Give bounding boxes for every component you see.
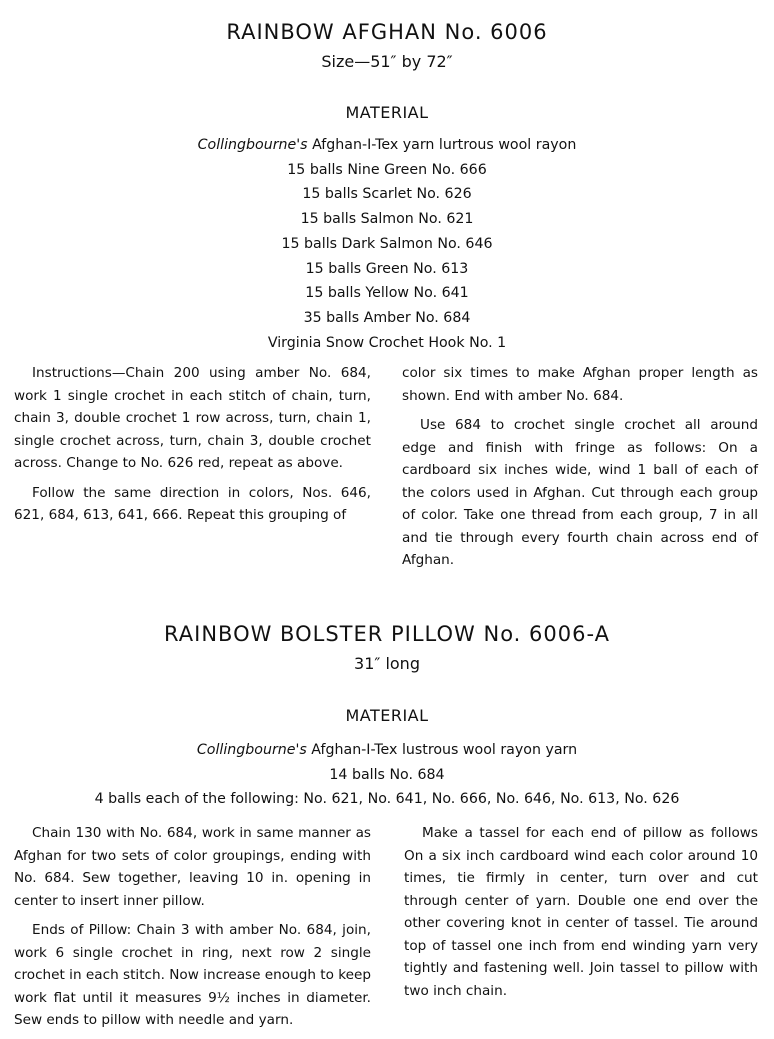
pillow-instructions	[0, 822, 774, 1028]
pillow-right-column	[404, 822, 758, 1009]
pillow-left-column	[14, 822, 371, 1039]
afghan-material-heading	[0, 103, 774, 122]
afghan-instructions	[0, 362, 774, 568]
afghan-paragraph: Use 684 to crochet single crochet all around edge and finish with fringe as follows: On a cardboard six inches wide, wind 1 ball of each of the colors used in Afghan. Cut through each group of color. Take one thread from each group, 7 in all and tie through every fourth chain across end of Afghan.	[402, 417, 758, 568]
afghan-title: RAINBOW AFGHAN No. 6006	[226, 20, 548, 44]
pillow-paragraph: Make a tassel for each end of pillow as follows On a six inch cardboard wind each color around 10 times, tie firmly in center, turn over and cut through center of yarn. Double one end over the other covering knot in center of tassel. Tie around top of tassel one inch from end winding yarn very tightly and fastening well. Join tassel to pillow with two inch chain.	[404, 825, 758, 999]
pillow-yarn: Afghan-I-Tex lustrous wool rayon yarn	[306, 742, 578, 758]
pillow-header	[0, 622, 774, 673]
afghan-paragraph: color six times to make Afghan proper length as shown. End with amber No. 684.	[402, 365, 758, 404]
afghan-material-item: 15 balls Nine Green No. 666	[287, 161, 487, 178]
afghan-material-yarn-line	[0, 133, 774, 158]
afghan-material-item: Virginia Snow Crochet Hook No. 1	[267, 334, 507, 351]
pillow-material-item: 4 balls each of the following: No. 621, No. 641, No. 666, No. 646, No. 613, No. 626	[94, 791, 680, 808]
afghan-material-item: 15 balls Green No. 613	[305, 260, 469, 277]
pillow-brand: Collingbourne's	[196, 742, 307, 758]
pillow-material-list	[0, 738, 774, 812]
afghan-material-title: MATERIAL	[345, 103, 429, 122]
afghan-paragraph: Instructions—Chain 200 using amber No. 684, work 1 single crochet in each stitch of chain, turn, chain 3, double crochet 1 row across, turn, chain 1, single crochet across, turn, chain 3, double crochet across. Change to No. 626 red, repeat as above.	[14, 365, 371, 471]
pillow-paragraph: Chain 130 with No. 684, work in same manner as Afghan for two sets of color groupings, ending with No. 684. Sew together, leaving 10 in. opening in center to insert inner pillow.	[14, 825, 371, 909]
afghan-material-item: 15 balls Salmon No. 621	[300, 211, 474, 228]
pillow-material-title: MATERIAL	[345, 706, 429, 725]
afghan-material-item: 15 balls Dark Salmon No. 646	[281, 235, 493, 252]
afghan-material-list	[0, 133, 774, 355]
pillow-paragraph: Ends of Pillow: Chain 3 with amber No. 684, join, work 6 single crochet in ring, next row 2 single crochet in each stitch. Now increase enough to keep work flat until it measures 9½ inches in diameter. Sew ends to pillow with needle and yarn.	[14, 922, 371, 1028]
afghan-material-item: 15 balls Scarlet No. 626	[302, 186, 472, 203]
afghan-left-column	[14, 362, 371, 534]
afghan-material-item: 15 balls Yellow No. 641	[305, 285, 469, 302]
pillow-title: RAINBOW BOLSTER PILLOW No. 6006-A	[164, 622, 610, 646]
pillow-material-yarn-line	[0, 738, 774, 763]
afghan-material-item: 35 balls Amber No. 684	[303, 309, 471, 326]
pillow-size: 31″ long	[354, 654, 420, 673]
afghan-size: Size—51″ by 72″	[321, 52, 453, 71]
pillow-material-item: 14 balls No. 684	[329, 766, 445, 783]
afghan-right-column	[402, 362, 758, 579]
afghan-yarn: Afghan-I-Tex yarn lurtrous wool rayon	[307, 137, 577, 153]
afghan-brand: Collingbourne's	[197, 137, 308, 153]
afghan-header	[0, 20, 774, 71]
afghan-paragraph: Follow the same direction in colors, Nos. 646, 621, 684, 613, 641, 666. Repeat this grouping of	[14, 484, 371, 523]
pillow-material-heading	[0, 706, 774, 725]
